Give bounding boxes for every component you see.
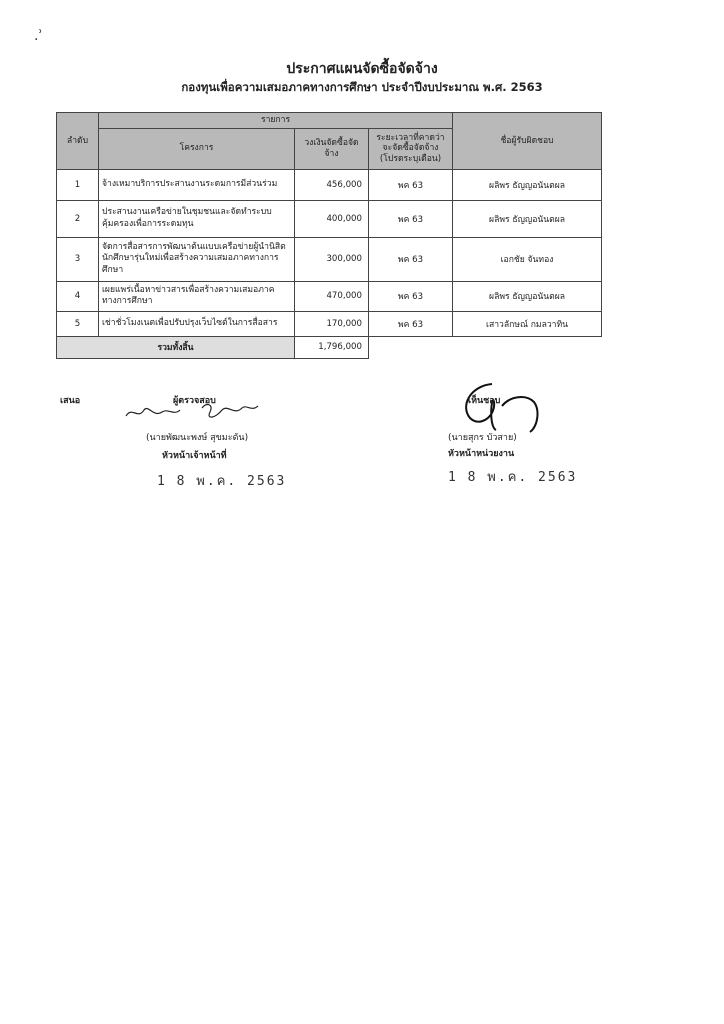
header-group: รายการ: [99, 113, 453, 129]
row-project: จ้างเหมาบริการประสานงานระดมการมีส่วนร่วม: [99, 169, 295, 200]
reviewer-name: (นายพัฒนะพงษ์ สุขมะดัน): [146, 433, 249, 443]
row-responsible: เสาวลักษณ์ กมลวาทิน: [453, 311, 602, 336]
scan-mark: .ʾ: [34, 28, 43, 44]
reviewer-date-stamp: 1 8 พ.ค. 2563: [157, 474, 287, 489]
row-project: จัดการสื่อสารการพัฒนาต้นแบบเครือข่ายผู้นำนิสิตนักศึกษารุ่นใหม่เพื่อสร้างความเสมอภาคทางการศึกษา: [99, 237, 295, 281]
reviewer-position: หัวหน้าเจ้าหน้าที่: [162, 451, 227, 461]
row-period: พค 63: [369, 200, 453, 237]
row-responsible: ผลิพร ธัญญอนันตผล: [453, 200, 602, 237]
header-no: ลำดับ: [57, 113, 99, 170]
row-amount: 470,000: [295, 281, 369, 311]
row-project: เช่าชั่วโมงเนตเพื่อปรับปรุงเว็บไซต์ในการสื่อสาร: [99, 311, 295, 336]
row-period: พค 63: [369, 281, 453, 311]
row-responsible: ผลิพร ธัญญอนันตผล: [453, 169, 602, 200]
row-responsible: เอกชัย จันทอง: [453, 237, 602, 281]
row-no: 4: [57, 281, 99, 311]
header-responsible: ชื่อผู้รับผิดชอบ: [453, 113, 602, 170]
row-amount: 456,000: [295, 169, 369, 200]
header-period: ระยะเวลาที่คาดว่าจะจัดซื้อจัดจ้าง (โปรดระบุเดือน): [369, 128, 453, 169]
row-no: 5: [57, 311, 99, 336]
reviewer-title: ผู้ตรวจสอบ: [173, 396, 216, 406]
approver-position: หัวหน้าหน่วยงาน: [448, 449, 515, 459]
approver-name: (นายสุกร บัวสาย): [448, 433, 517, 443]
table-row: [57, 169, 602, 200]
row-no: 1: [57, 169, 99, 200]
page-subtitle: กองทุนเพื่อความเสมอภาคทางการศึกษา ประจำปีงบประมาณ พ.ศ. 2563: [181, 80, 543, 94]
row-amount: 300,000: [295, 237, 369, 281]
table-row: [57, 200, 602, 237]
reviewer-signature: [118, 398, 268, 428]
approver-date-stamp: 1 8 พ.ค. 2563: [448, 470, 578, 485]
page-title: ประกาศแผนจัดซื้อจัดจ้าง: [286, 61, 438, 77]
procurement-table: [56, 112, 602, 359]
row-no: 3: [57, 237, 99, 281]
row-responsible: ผลิพร ธัญญอนันตผล: [453, 281, 602, 311]
table-row: [57, 237, 602, 281]
total-row: [57, 336, 602, 358]
total-amount: 1,796,000: [295, 336, 369, 358]
row-no: 2: [57, 200, 99, 237]
row-project: ประสานงานเครือข่ายในชุมชนและจัดทำระบบคุ้มครองเพื่อการระดมทุน: [99, 200, 295, 237]
header-project: โครงการ: [99, 128, 295, 169]
row-amount: 400,000: [295, 200, 369, 237]
row-period: พค 63: [369, 237, 453, 281]
row-project: เผยแพร่เนื้อหาข่าวสารเพื่อสร้างความเสมอภาคทางการศึกษา: [99, 281, 295, 311]
total-label: รวมทั้งสิ้น: [57, 336, 295, 358]
row-period: พค 63: [369, 311, 453, 336]
row-amount: 170,000: [295, 311, 369, 336]
approver-title: เห็นชอบ: [468, 396, 501, 406]
propose-label: เสนอ: [60, 396, 81, 406]
row-period: พค 63: [369, 169, 453, 200]
table-row: [57, 281, 602, 311]
table-row: [57, 311, 602, 336]
header-amount: วงเงินจัดซื้อจัดจ้าง: [295, 128, 369, 169]
